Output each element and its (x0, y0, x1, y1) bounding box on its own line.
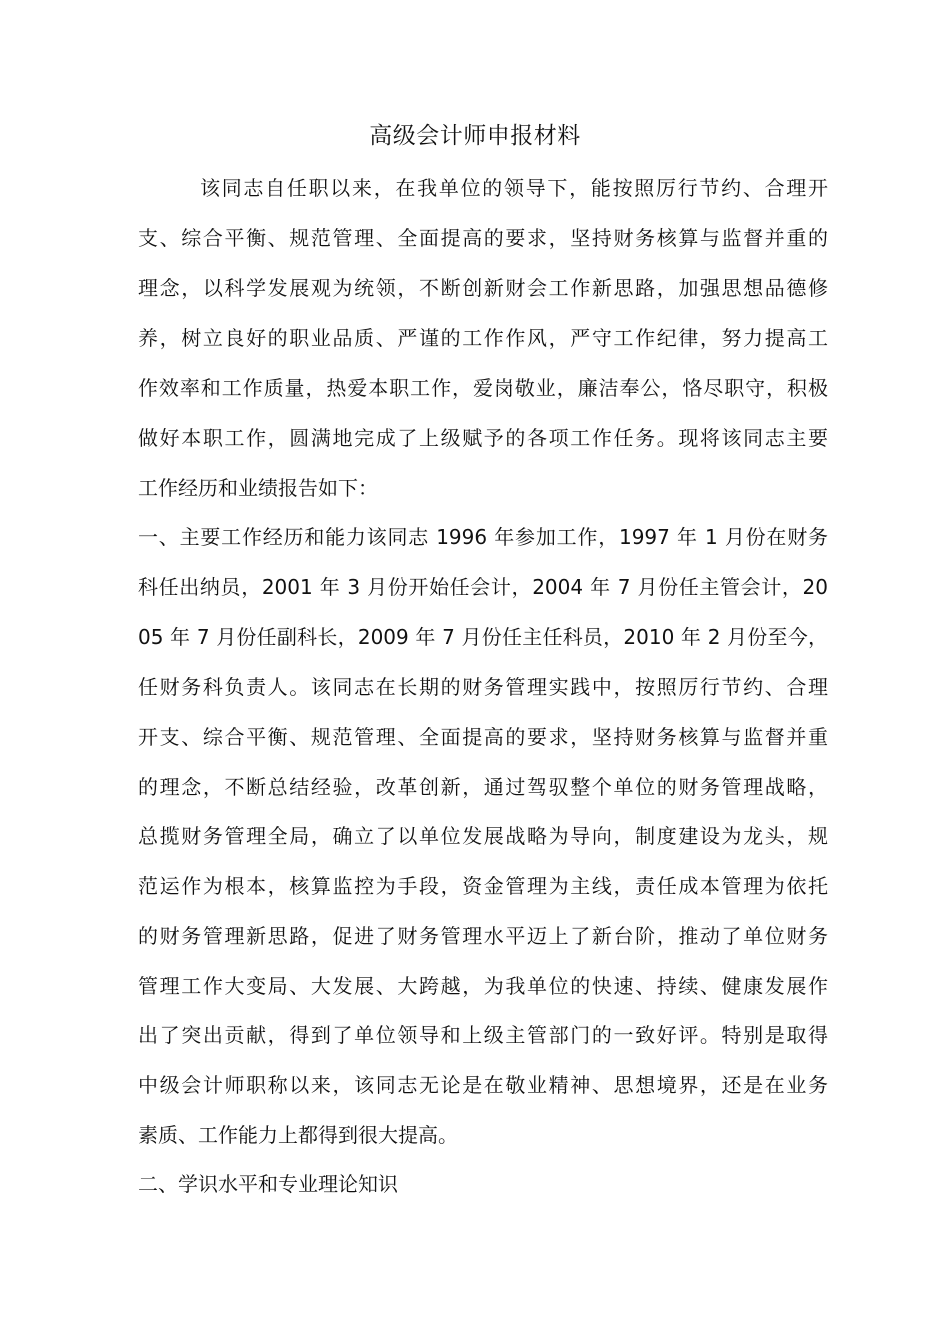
section-heading-line: 二、学识水平和专业理论知识 (138, 1172, 398, 1196)
paragraph-line: 做好本职工作，圆满地完成了上级赋予的各项工作任务。现将该同志主要 (138, 426, 828, 450)
paragraph-line: 的理念，不断总结经验，改革创新，通过驾驭整个单位的财务管理战略， (138, 775, 828, 799)
paragraph-line: 该同志自任职以来，在我单位的领导下，能按照厉行节约、合理开 (200, 176, 828, 200)
paragraph-line: 范运作为根本，核算监控为手段，资金管理为主线，责任成本管理为依托 (138, 874, 828, 898)
paragraph-line: 出了突出贡献，得到了单位领导和上级主管部门的一致好评。特别是取得 (138, 1023, 828, 1047)
paragraph-line: 养，树立良好的职业品质、严谨的工作作风，严守工作纪律，努力提高工 (138, 326, 828, 350)
paragraph-line: 管理工作大变局、大发展、大跨越，为我单位的快速、持续、健康发展作 (138, 974, 828, 998)
section-heading-line: 一、主要工作经历和能力该同志 1996 年参加工作，1997 年 1 月份在财务 (138, 525, 828, 549)
paragraph-line: 支、综合平衡、规范管理、全面提高的要求，坚持财务核算与监督并重的 (138, 226, 828, 250)
paragraph-line: 05 年 7 月份任副科长，2009 年 7 月份任主任科员，2010 年 2 月份至今， (138, 625, 828, 649)
paragraph-line: 开支、综合平衡、规范管理、全面提高的要求，坚持财务核算与监督并重 (138, 725, 828, 749)
paragraph-line: 工作经历和业绩报告如下： (138, 476, 378, 500)
paragraph-line: 中级会计师职称以来，该同志无论是在敬业精神、思想境界，还是在业务 (138, 1073, 828, 1097)
paragraph-line: 作效率和工作质量，热爱本职工作，爱岗敬业，廉洁奉公，恪尽职守，积极 (138, 376, 828, 400)
document-title: 高级会计师申报材料 (369, 123, 581, 149)
paragraph-line: 理念，以科学发展观为统领，不断创新财会工作新思路，加强思想品德修 (138, 276, 828, 300)
paragraph-line: 任财务科负责人。该同志在长期的财务管理实践中，按照厉行节约、合理 (138, 675, 828, 699)
paragraph-line: 的财务管理新思路，促进了财务管理水平迈上了新台阶，推动了单位财务 (138, 924, 828, 948)
paragraph-line: 总揽财务管理全局，确立了以单位发展战略为导向，制度建设为龙头，规 (138, 824, 828, 848)
paragraph-line: 科任出纳员，2001 年 3 月份开始任会计，2004 年 7 月份任主管会计，20 (138, 575, 828, 599)
paragraph-line: 素质、工作能力上都得到很大提高。 (138, 1123, 458, 1147)
